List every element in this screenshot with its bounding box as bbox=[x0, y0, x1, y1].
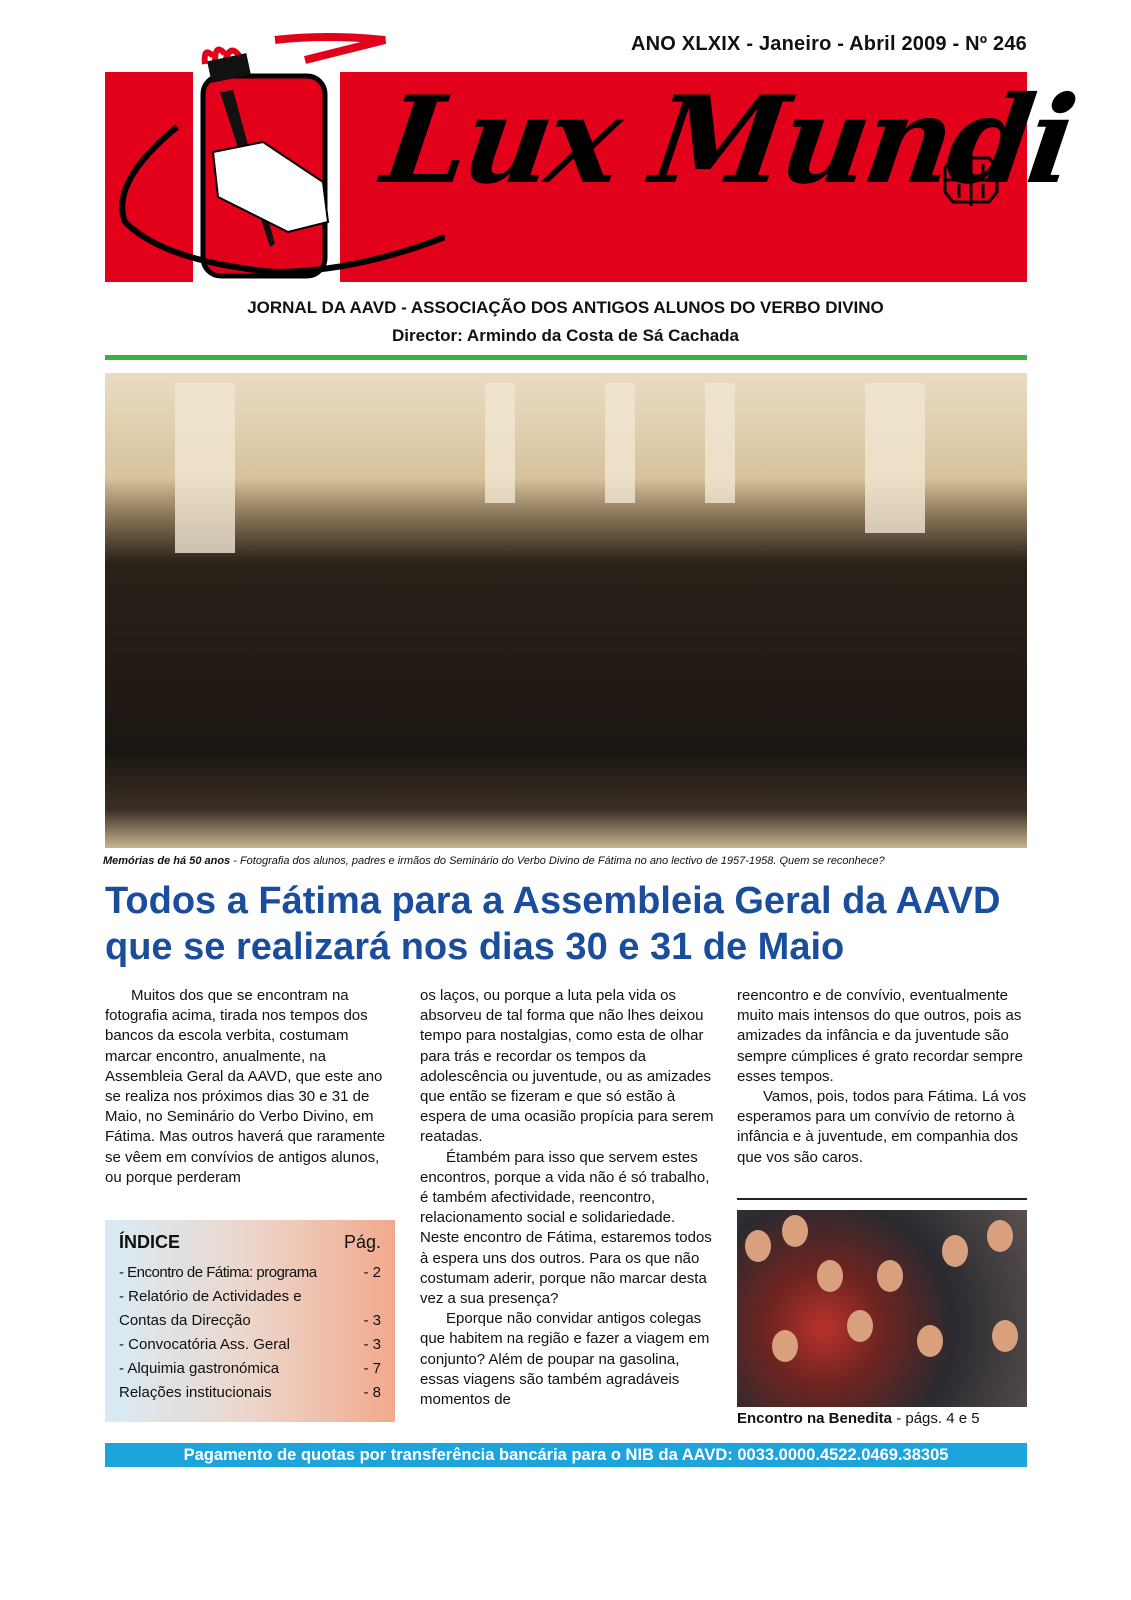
photo-caption bbox=[103, 855, 1033, 867]
caption-pages: - págs. 4 e 5 bbox=[892, 1410, 980, 1427]
index-label: Contas da Direcção bbox=[119, 1312, 251, 1329]
index-title: ÍNDICE bbox=[119, 1232, 181, 1252]
column-rule bbox=[737, 1198, 1027, 1200]
paragraph: Muitos dos que se encontram na fotografia acima, tirada nos tempos dos bancos da escola verbita, costumam marcar encontro, anualmente, na Assembleia Geral da AAVD, que este ano se realiza nos próximos dias 30 e 31 de Maio, no Seminário do Verbo Divino, em Fátima. Mas outros haverá que raramente se vêem em convívios de antigos alunos, ou porque perderam bbox=[105, 987, 386, 1186]
index-page: - 7 bbox=[363, 1360, 381, 1377]
director-line: Director: Armindo da Costa de Sá Cachada bbox=[391, 326, 739, 345]
divider bbox=[105, 355, 1027, 360]
paragraph: Vamos, pois, todos para Fátima. Lá vos esperamos para um convívio de retorno à infância e à juventude, em companhia dos que vos são caros. bbox=[737, 1088, 1027, 1166]
index-item[interactable] bbox=[119, 1285, 381, 1309]
index-item[interactable] bbox=[119, 1261, 381, 1285]
index-page: - 8 bbox=[363, 1384, 381, 1401]
newspaper-title: Lux Mundi bbox=[375, 70, 1081, 211]
index-item[interactable] bbox=[119, 1357, 381, 1381]
index-page: - 3 bbox=[363, 1312, 381, 1329]
paragraph: os laços, ou porque a luta pela vida os absorveu de tal forma que não lhes deixou tempo para nostalgias, como esta de olhar para trás e recordar os tempos da adolescência ou juventude, ou as amizades que então se fizeram e que só estão à espera de uma ocasião propícia para serem reatadas. bbox=[420, 987, 714, 1146]
index-label: - Encontro de Fátima: programa bbox=[119, 1264, 317, 1281]
index-label: Relações institucionais bbox=[119, 1384, 272, 1401]
index-label: - Alquimia gastronómica bbox=[119, 1360, 280, 1377]
issue-line: ANO XLXIX - Janeiro - Abril 2009 - Nº 246 bbox=[631, 33, 1027, 55]
caption-text: - Fotografia dos alunos, padres e irmãos do Seminário do Verbo Divino de Fátima no ano lectivo de 1957-1958. Quem se reconhece? bbox=[230, 855, 885, 867]
footer-banner: Pagamento de quotas por transferência bancária para o NIB da AAVD: 0033.0000.4522.0469.38305 bbox=[105, 1443, 1027, 1467]
index-box bbox=[105, 1220, 395, 1422]
article-column-1 bbox=[105, 986, 390, 1188]
index-page: - 2 bbox=[363, 1264, 381, 1281]
index-page: - 3 bbox=[363, 1336, 381, 1353]
article-column-3 bbox=[737, 986, 1031, 1168]
headline: Todos a Fátima para a Assembleia Geral da AAVD que se realizará nos dias 30 e 31 de Maio bbox=[105, 880, 1001, 968]
paragraph: reencontro e de convívio, eventualmente muito mais intensos do que outros, pois as amizades da infância e da juventude são sempre cúmplices é grato recordar sempre esses tempos. bbox=[737, 987, 1023, 1085]
article-column-2 bbox=[420, 986, 715, 1410]
index-item[interactable] bbox=[119, 1333, 381, 1357]
side-photo-caption bbox=[737, 1410, 980, 1427]
index-page-header: Pág. bbox=[343, 1232, 381, 1252]
caption-bold: Encontro na Benedita bbox=[737, 1410, 893, 1427]
paragraph: Étambém para isso que servem estes encontros, porque a vida não é só trabalho, é também afectividade, reencontro, relacionamento social e solidariedade. Neste encontro de Fátima, estaremos todos à espera uns dos outros. Para os que não costumam aderir, porque não marcar desta vez a sua presença? bbox=[420, 1148, 712, 1308]
index-item[interactable] bbox=[119, 1309, 381, 1333]
index-label: - Relatório de Actividades e bbox=[119, 1288, 302, 1305]
benedita-photo bbox=[737, 1210, 1027, 1407]
caption-lead: Memórias de há 50 anos bbox=[103, 855, 231, 867]
paragraph: Eporque não convidar antigos colegas que habitem na região e fazer a viagem em conjunto? Além de poupar na gasolina, essas viagens são também agradáveis momentos de bbox=[420, 1310, 710, 1409]
index-label: - Convocatória Ass. Geral bbox=[119, 1336, 290, 1353]
index-item[interactable] bbox=[119, 1381, 381, 1405]
group-photo bbox=[105, 373, 1027, 848]
subtitle: JORNAL DA AAVD - ASSOCIAÇÃO DOS ANTIGOS ALUNOS DO VERBO DIVINO bbox=[247, 298, 884, 317]
